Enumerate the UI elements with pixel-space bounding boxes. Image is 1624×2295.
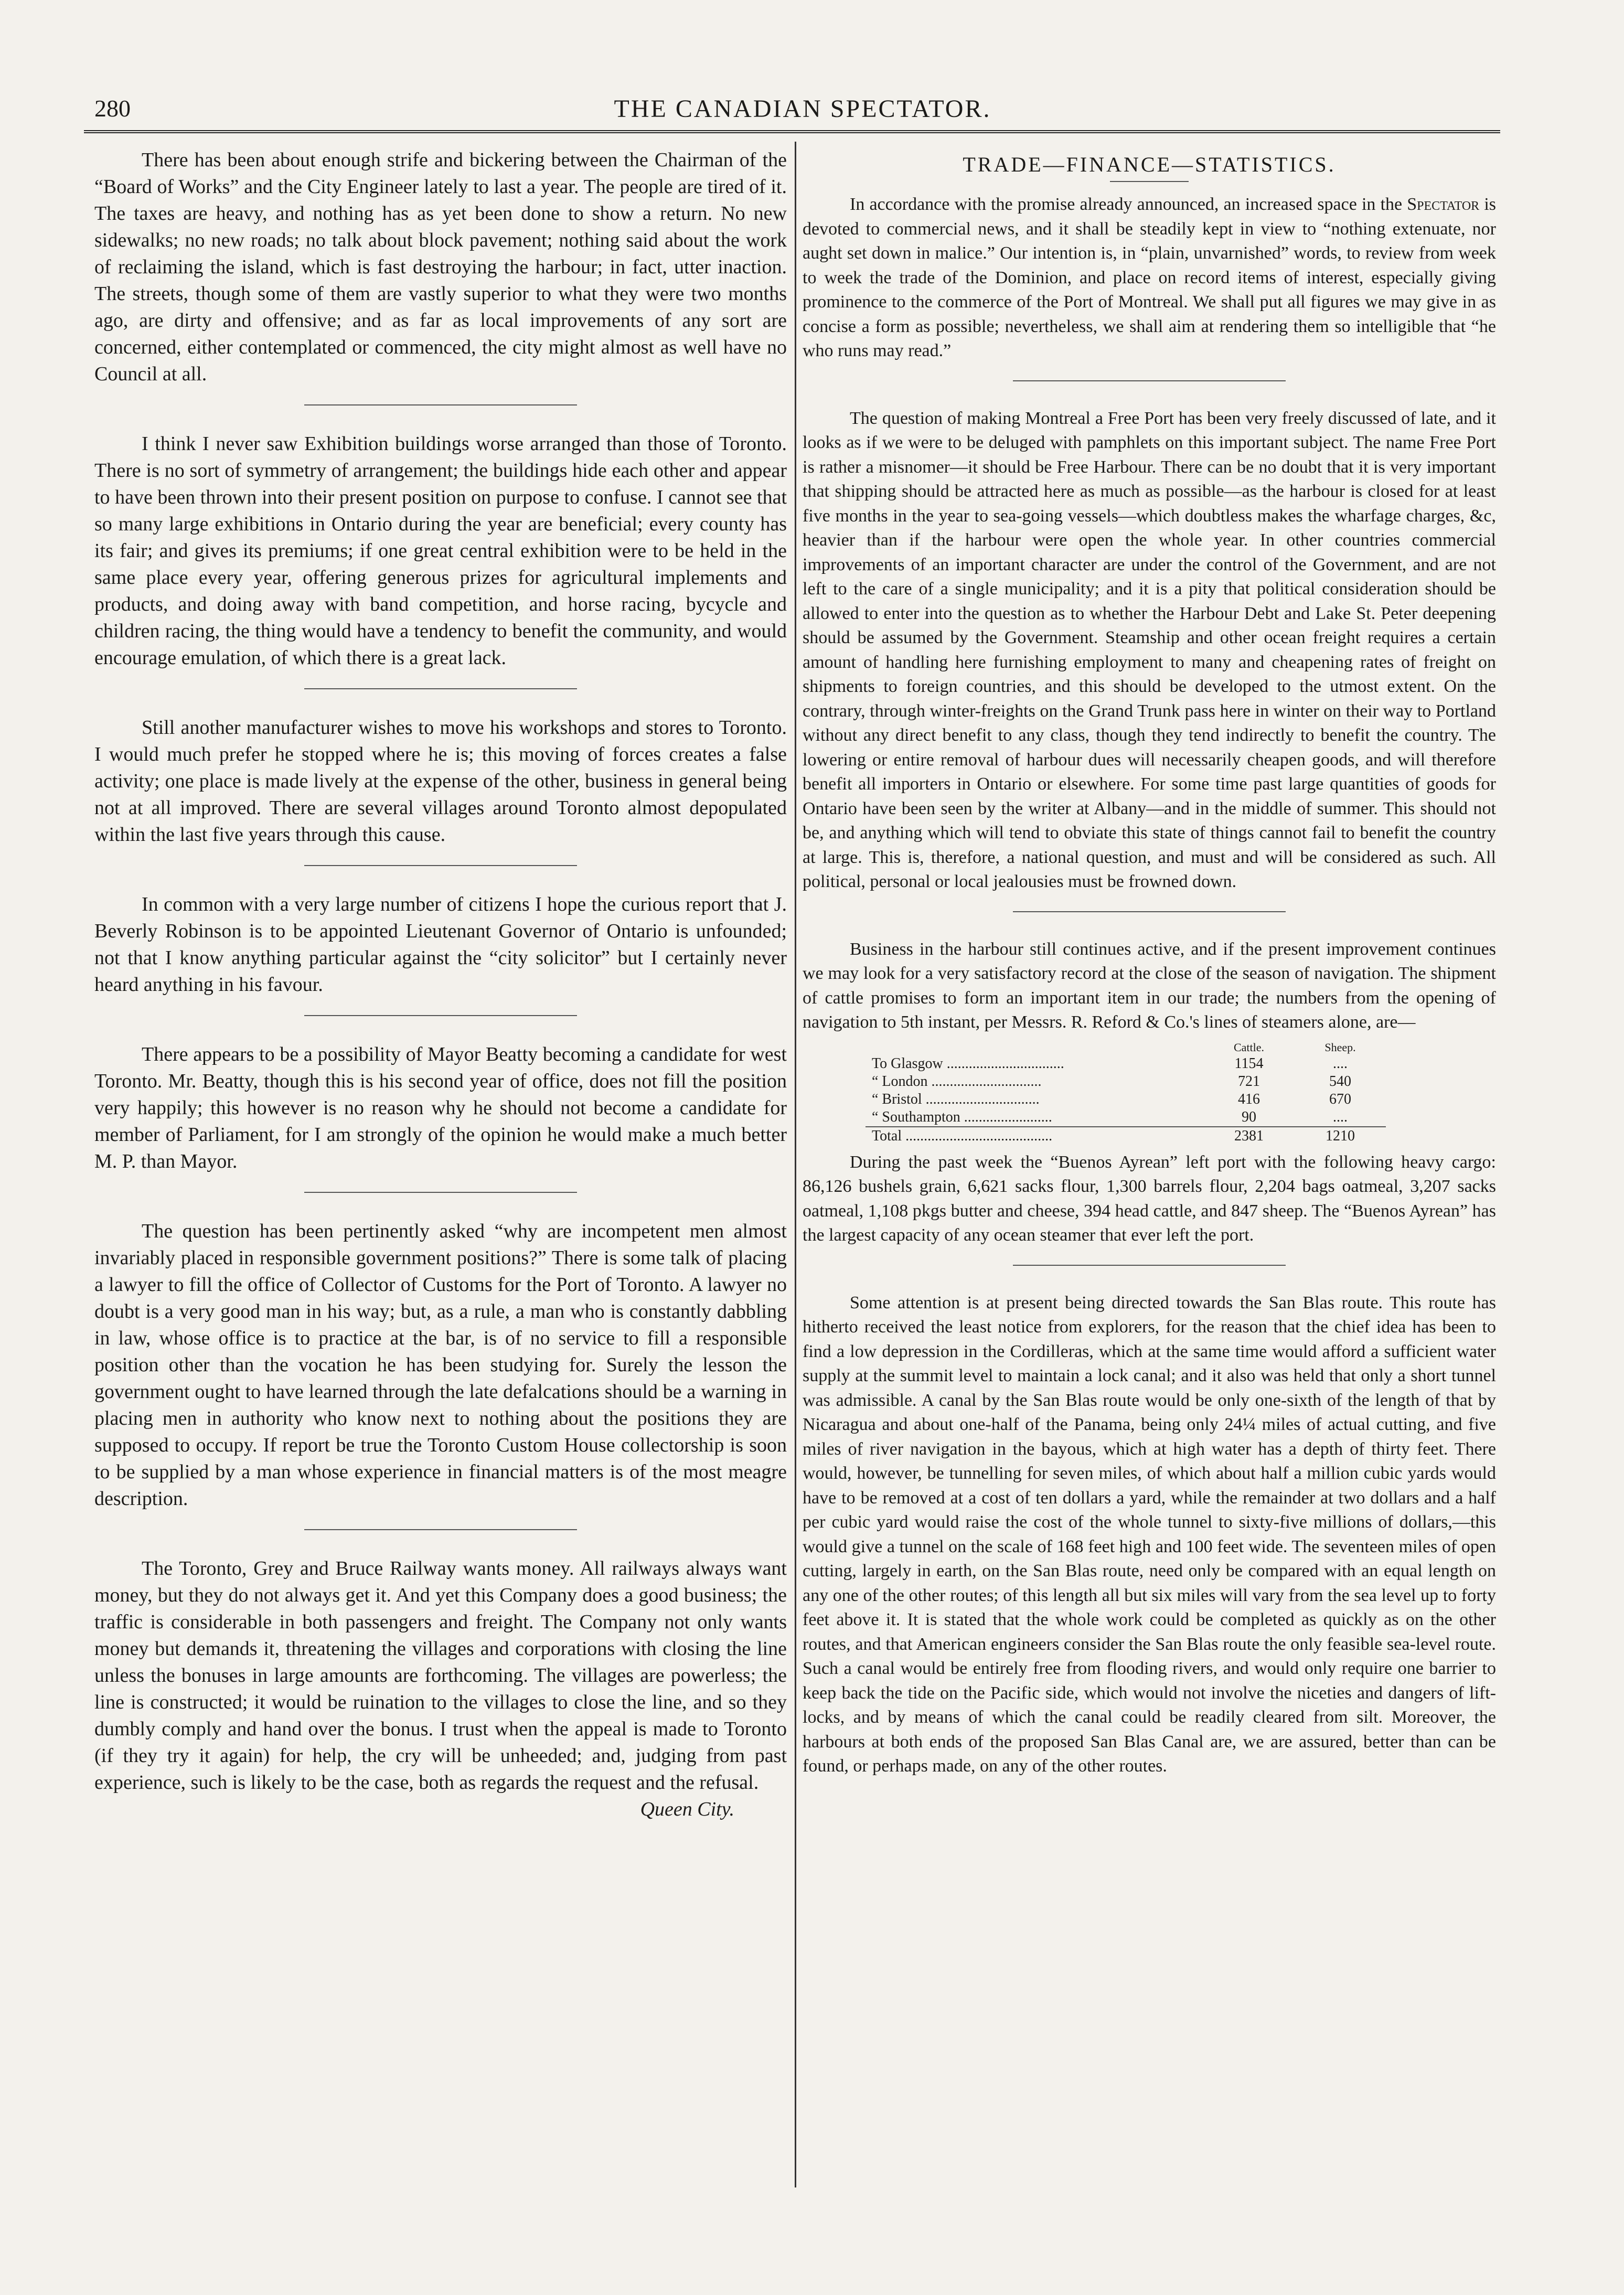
article-san-blas: Some attention is at present being directed towards the San Blas route. This route has hitherto received the least notice from explorers, for the reason that the chief idea has been to find a low depression in the Cordilleras, which at the same time would afford a sufficient water supply at the summit level to maintain a lock canal; and it also was held that only a short tunnel was admissible. A canal by the San Blas route would be only one-sixth of the length of that by Nicaragua and about one-half of the Panama, being only 24¼ miles of actual cutting, and five miles of river navigation in the bayous, which at high water has a depth of thirty feet. There would, however, be tunnelling for seven miles, of which about half a million cubic yards would have to be removed at a cost of ten dollars a yard, while the remainder at two dollars and a half per cubic yard would raise the cost of the whole tunnel to sixty-five millions of dollars,—this would give a tunnel on the scale of 168 feet high and 100 feet wide. The seventeen miles of open cutting, largely in earth, on the San Blas route, need only be compared with an equal length on any one of the other routes; of this length all but six miles will vary from the sea level up to forty feet above it. It is stated that the whole work could be completed as quickly as on the other routes, and that American engineers consider the San Blas route the only feasible sea-level route. Such a canal would be entirely free from flooding rivers, and would only require one barrier to keep back the tide on the Pacific side, which would not involve the niceties and dangers of lift-locks, and by means of which the canal could be readily cleared from silt. Moreover, the harbours at both ends of the proposed San Blas Canal are, we are assured, better than can be found, or perhaps made, on any of the other routes. bbox=[803, 1293, 1496, 1776]
table-header: Cattle. bbox=[1233, 1040, 1265, 1054]
right-column bbox=[803, 147, 1496, 1779]
header-double-rule bbox=[84, 130, 1500, 133]
article-buenos-ayrean: During the past week the “Buenos Ayrean” left port with the following heavy cargo: 86,126 bushels grain, 6,621 sacks flour, 1,300 barrels flour, 2,204 bags oatmeal, 3,207 sacks oatmeal, 1,108 pkgs butter and cheese, 394 head cattle, and 847 sheep. The “Buenos Ayrean” has the largest capacity of any ocean steamer that ever left the port. bbox=[803, 1152, 1496, 1245]
railway-text: The Toronto, Grey and Bruce Railway wants money. All railways always want money, but they do not always get it. And yet this Company does a good business; the traffic is considerable in both passengers and freight. The Company not only wants money but demands it, threatening the villages and corporations with closing the line unless the bonuses in large amounts are forthcoming. The villages are powerless; the line is constructed; it would be ruination to the villages to close the line, and so they dumbly comply and hand over the bonus. I trust when the appeal is made to Toronto (if they try it again) for help, the cry will be unheeded; and, judging from past experience, such is likely to be the case, both as regards the request and the refusal. bbox=[94, 1557, 787, 1794]
separator-rule bbox=[304, 688, 577, 689]
article-manufacturer: Still another manufacturer wishes to move his workshops and stores to Toronto. I would much prefer he stopped where he is; this moving of forces creates a false activity; one place is made lively at the expense of the other, business in general being not at all improved. There are several villages around Toronto almost depopulated within the last five years through this cause. bbox=[94, 717, 787, 846]
table-cell: .... bbox=[1333, 1108, 1348, 1125]
table-cell: Total ........................................ bbox=[866, 1127, 1203, 1145]
separator-rule bbox=[1013, 1265, 1286, 1266]
left-column bbox=[94, 147, 787, 1823]
table-row bbox=[866, 1108, 1386, 1127]
separator-rule bbox=[304, 1192, 577, 1193]
table-cell: 1154 bbox=[1234, 1055, 1264, 1072]
article-mayor-beatty: There appears to be a possibility of Mayor Beatty becoming a candidate for west Toronto. Mr. Beatty, though this is his second year of office, does not fill the position very happily; this however is no reason why he should not become a candidate for member of Parliament, for I am strongly of the opinion he would make a much better M. P. than Mayor. bbox=[94, 1043, 787, 1172]
column-divider bbox=[795, 142, 796, 2187]
title-rule bbox=[1110, 181, 1189, 182]
table-total-row bbox=[866, 1127, 1386, 1145]
table-row bbox=[866, 1055, 1386, 1073]
separator-rule bbox=[304, 1015, 577, 1016]
table-cell: “ London .............................. bbox=[872, 1073, 1042, 1090]
page-number: 280 bbox=[94, 95, 131, 122]
page-header bbox=[94, 94, 1511, 126]
table-cell: “ Southampton ........................ bbox=[872, 1108, 1052, 1125]
article-exhibition-buildings: I think I never saw Exhibition buildings worse arranged than those of Toronto. There is no sort of symmetry of arrangement; the buildings hide each other and appear to have been thrown into their present position on purpose to confuse. I cannot see that so many large exhibitions in Ontario during the year are beneficial; every county has its fair; and gives its premiums; if one great central exhibition were to be held in the same place every year, offering generous prizes for agricultural implements and products, and doing away with band competition, and horse racing, bycycle and children racing, the thing would have a tendency to benefit the community, and would encourage emulation, of which there is a great lack. bbox=[94, 433, 787, 669]
section-title: TRADE—FINANCE—STATISTICS. bbox=[963, 153, 1336, 176]
table-cell: 2381 bbox=[1203, 1127, 1295, 1145]
article-railway bbox=[94, 1555, 787, 1820]
intro-spectator: Spectator bbox=[1407, 195, 1480, 214]
table-cell: .... bbox=[1333, 1055, 1348, 1072]
intro-end: is devoted to commercial news, and it shall be steadily kept in view to “nothing extenuate, nor aught set down in malice.” Our intention is, in “plain, unvarnished” words, to review from week to week the trade of the Dominion, and place on record items of interest, especially giving prominence to the commerce of the Port of Montreal. We shall put all figures we may give in as concise a form as possible; nevertheless, we shall aim at rendering them so intelligible that “he who runs may read.” bbox=[803, 195, 1496, 360]
article-harbour-business: Business in the harbour still continues active, and if the present improvement continues we may look for a very satisfactory record at the close of the season of navigation. The shipment of cattle promises to form an important item in our trade; the numbers from the opening of navigation to 5th instant, per Messrs. R. Reford & Co.'s lines of steamers alone, are— bbox=[803, 939, 1496, 1032]
table-cell: “ Bristol ............................... bbox=[872, 1091, 1040, 1107]
table-header-row bbox=[866, 1040, 1386, 1055]
table-cell: 721 bbox=[1238, 1073, 1260, 1090]
table-header: Sheep. bbox=[1324, 1040, 1356, 1054]
article-free-port: The question of making Montreal a Free Port has been very freely discussed of late, and it looks as if we were to be deluged with pamphlets on this important subject. The name Free Port is rather a misnomer—it should be Free Harbour. There can be no doubt that it is very important that shipping should be attracted here as much as possible—as the harbour is closed for at least five months in the year to sea-going vessels—which doubtless makes the wharfage charges, &c, heavier than if the harbour were open the whole year. In other countries commercial improvements of an important character are under the control of the Government, and are not left to the care of a single municipality; and it is a pity that political consideration should be allowed to enter into the question as to whether the Harbour Debt and Lake St. Peter deepening should be assumed by the Government. Steamship and other ocean freight requires a certain amount of handling here furnishing employment to many and cheapening rates of freight on shipments to foreign countries, and this should be developed to the utmost extent. On the contrary, through winter-freights on the Grand Trunk pass here in winter on their way to Portland without any direct benefit to any class, though they tend indirectly to benefit the country. The lowering or entire removal of harbour dues will necessarily cheapen goods, and will therefore benefit all importers in Ontario or elsewhere. For some time past large quantities of goods for Ontario have been seen by the writer at Albany—and in the middle of summer. This should not be, and anything which will tend to obviate this state of things cannot fail to benefit the country at large. This is, therefore, a national question, and must and will be considered as such. All political, personal or local jealousies must be frowned down. bbox=[803, 408, 1496, 891]
table-cell: 670 bbox=[1329, 1091, 1351, 1107]
intro-start: In accordance with the promise already announced, an increased space in the bbox=[850, 195, 1407, 214]
separator-rule bbox=[1013, 911, 1286, 912]
cattle-shipment-table bbox=[866, 1040, 1386, 1145]
separator-rule bbox=[1013, 380, 1286, 381]
article-intro bbox=[803, 193, 1496, 364]
table-cell: 540 bbox=[1329, 1073, 1351, 1090]
journal-title: THE CANADIAN SPECTATOR. bbox=[614, 95, 991, 123]
table-cell: To Glasgow ................................ bbox=[872, 1055, 1064, 1072]
table-header bbox=[866, 1040, 1203, 1055]
table-row bbox=[866, 1091, 1386, 1108]
table-cell: 1210 bbox=[1295, 1127, 1386, 1145]
article-board-of-works: There has been about enough strife and bickering between the Chairman of the “Board of Works” and the City Engineer lately to last a year. The people are tired of it. The taxes are heavy, and nothing has as yet been done to show a return. No new sidewalks; no new roads; no talk about block pavement; nothing said about the work of reclaiming the island, which is fast destroying the harbour; in fact, utter inaction. The streets, though some of them are vastly superior to what they were two months ago, are dirty and offensive; and as far as local improvements of any sort are concerned, either contemplated or commenced, the city might almost as well have no Council at all. bbox=[94, 149, 787, 385]
article-incompetent-men: The question has been pertinently asked “why are incompetent men almost invariably placed in responsible government positions?” There is some talk of placing a lawyer to fill the office of Collector of Customs for the Port of Toronto. A lawyer no doubt is a very good man in his way; but, as a rule, a man who is constantly dabbling in law, whose office is to practice at the bar, is of no service to fill a responsible position other than the vocation he has been studying for. Surely the lesson the government ought to have learned through the late defalcations should be a warning in placing men in authority who know next to nothing about the positions they are supposed to occupy. If report be true the Toronto Custom House collectorship is soon to be supplied by a man whose experience in financial matters is of the most meagre description. bbox=[94, 1220, 787, 1510]
table-cell: 416 bbox=[1238, 1091, 1260, 1107]
table-cell: 90 bbox=[1242, 1108, 1256, 1125]
separator-rule bbox=[304, 865, 577, 866]
table-row bbox=[866, 1073, 1386, 1091]
signature: Queen City. bbox=[640, 1798, 734, 1820]
separator-rule bbox=[304, 404, 577, 405]
separator-rule bbox=[304, 1529, 577, 1530]
article-robinson: In common with a very large number of citizens I hope the curious report that J. Beverly Robinson is to be appointed Lieutenant Governor of Ontario is unfounded; not that I know anything particular against the “city solicitor” but I certainly never heard anything in his favour. bbox=[94, 893, 787, 996]
